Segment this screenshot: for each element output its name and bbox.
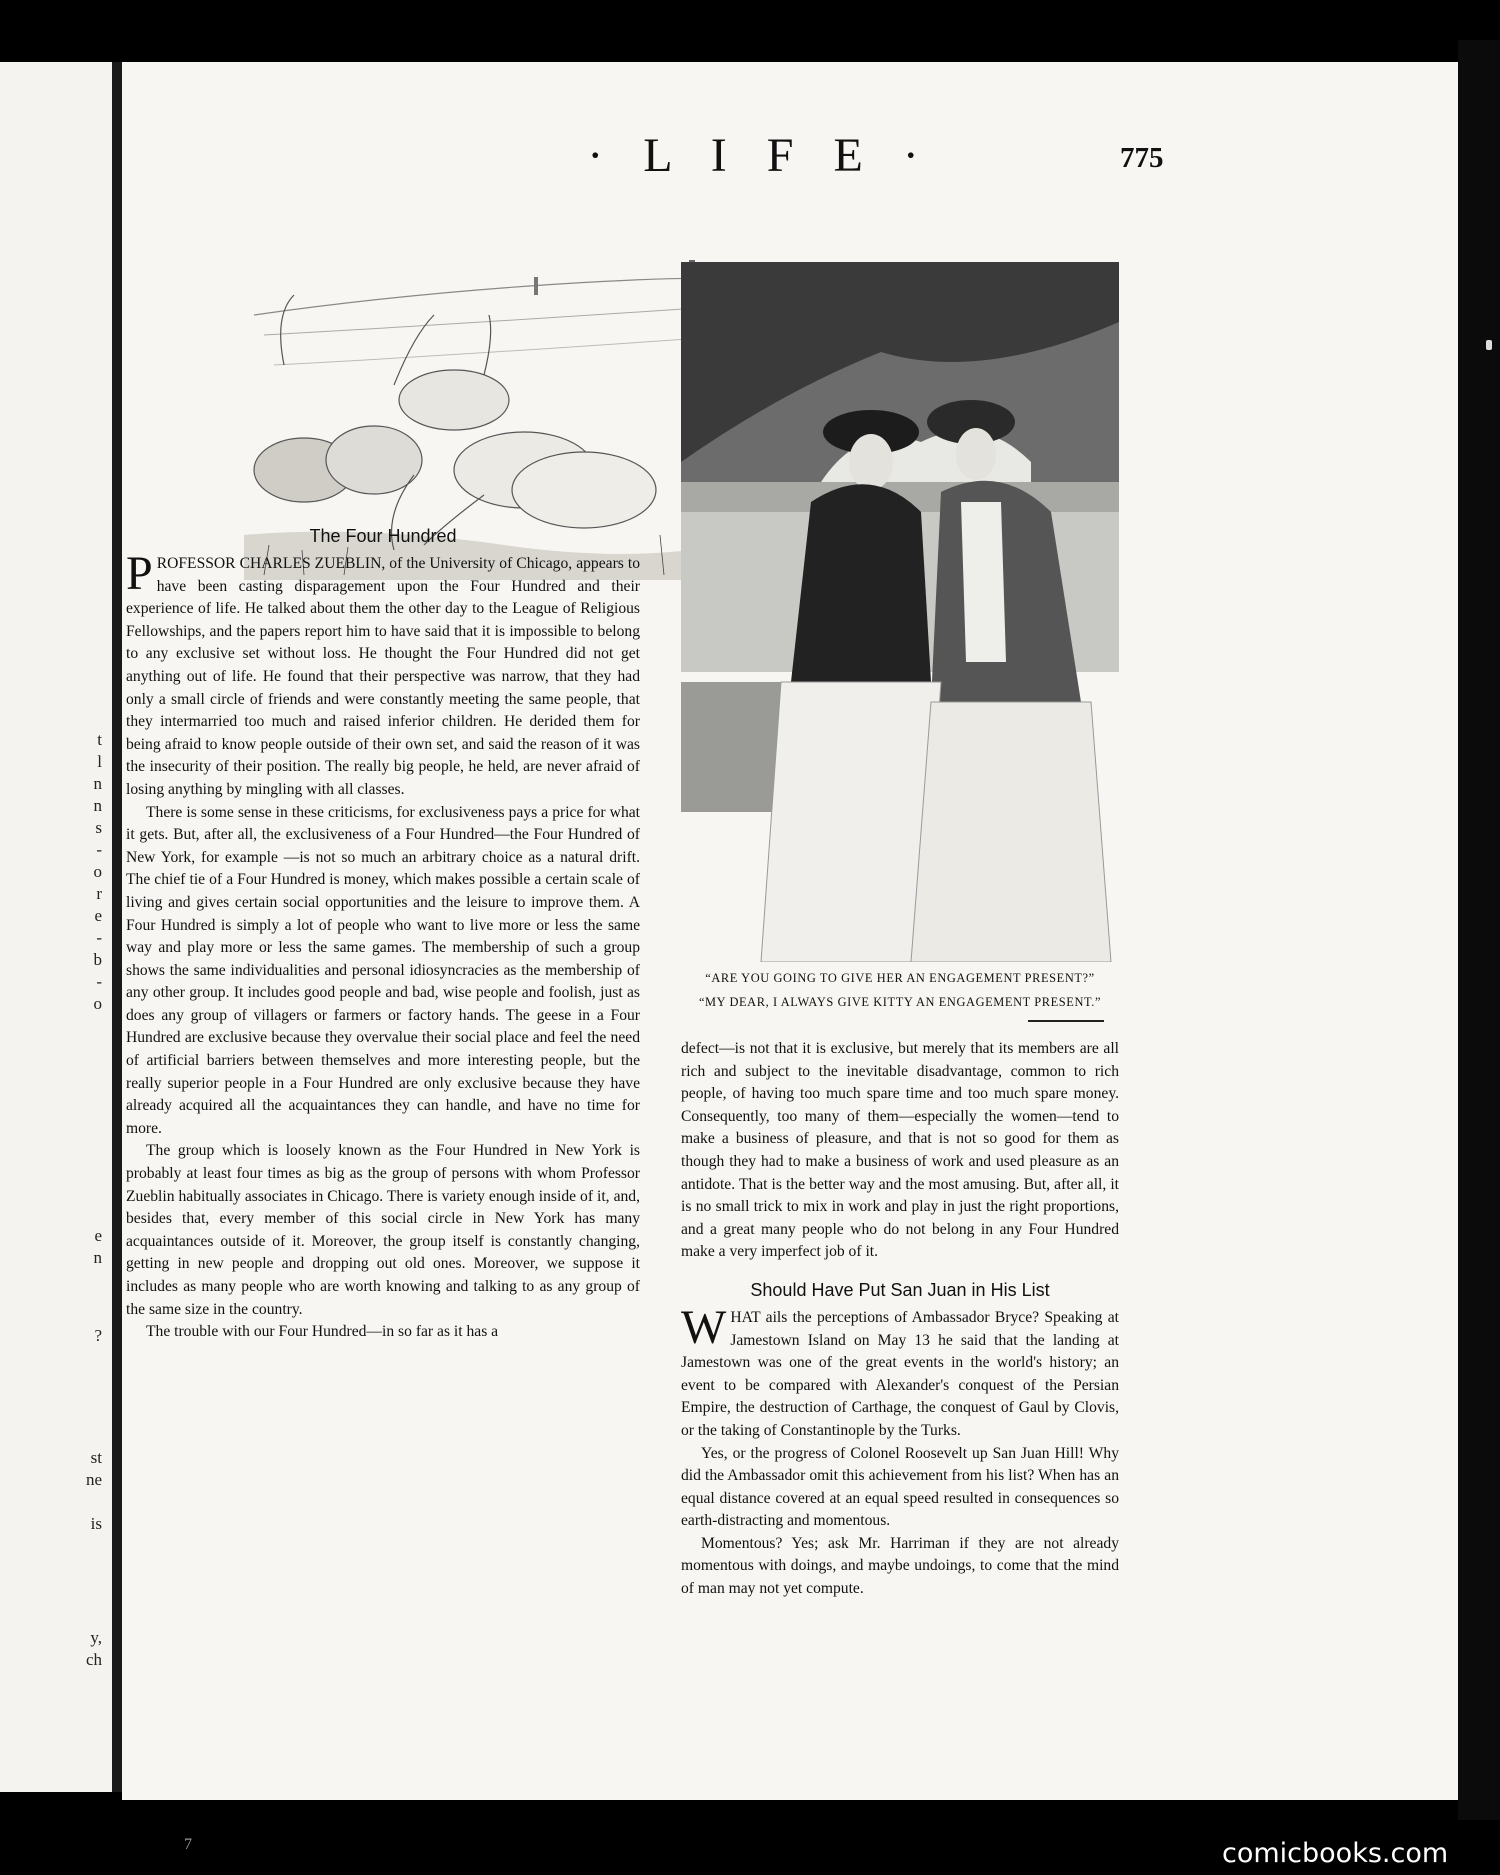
article-title: Should Have Put San Juan in His List [750,1279,1050,1300]
article-continuation: defect—is not that it is exclusive, but merely that its members are all rich and subject to the inevitable disadvantage, common to rich people, of having too much spare time and too much spare money. Consequently, too many of them—especially the women—tend to make a business of pleasure, and that is not so good for them as though they had to make a business of work and used pleasure as an antidote. That is the better way and the most amusing. But, after all, it is no small trick to mix in work and play in just the right proportions, and a great many people who do not belong in any Four Hundred make a very imperfect job of it. [681,1040,1119,1261]
drop-cap: P [126,547,153,600]
caption-line: “MY DEAR, I ALWAYS GIVE KITTY AN ENGAGEMENT PRESENT.” [698,995,1102,1009]
divider [1028,1020,1104,1022]
article-title: The Four Hundred [309,526,457,546]
fragment: b [93,950,102,969]
fragment: is [90,1514,102,1533]
fragment: - [96,928,102,947]
scan-border [1458,40,1500,1820]
fragment: n [93,796,102,815]
fragment: e [94,1226,102,1245]
fragment: st [90,1448,102,1467]
article-paragraph [126,547,640,802]
watermark: comicbooks.com [1222,1838,1449,1869]
masthead: · L I F E · [587,129,933,182]
page-number: 775 [1120,142,1164,174]
caption-line: “ARE YOU GOING TO GIVE HER AN ENGAGEMENT PRESENT?” [705,971,1095,985]
article-paragraph: There is some sense in these criticisms, for exclusiveness pays a price for what it gets. But, after all, the exclusiveness of a Four Hundred—the Four Hundred of New York, for example —is not so much an arbitrary choice as a natural drift. The chief tie of a Four Hundred is money, which makes possible a certain scale of living and gives certain social opportunities and the leisure to improve them. A Four Hundred is simply a lot of people who want to live more or less the same way and play more or less the same games. The membership of such a group shows the same individualities and personal idiosyncracies as the membership of any other group. It includes good people and bad, wise people and foolish, just as does any group of villagers or farmers or factory hands. The geese in a Four Hundred are exclusive because they overvalue their social place and feel the need of artificial barriers between themselves and more interesting people, but the really superior people in a Four Hundred are only exclusive because they have already acquired all the acquaintances they can handle, and have no time for more. [126,803,640,1137]
two-women-illustration [681,262,1119,962]
article-paragraph [681,1300,1119,1443]
article-paragraph: The trouble with our Four Hundred—in so far as it has a [146,1323,499,1341]
fragment: ? [94,1326,102,1345]
right-column [681,1038,1119,1601]
fragment: r [96,884,102,903]
book-gutter [112,62,122,1792]
fragment: t [97,730,102,749]
article-paragraph: Yes, or the progress of Colonel Roosevelt up San Juan Hill! Why did the Ambassador omit this achievement from his list? When has an equal distance covered at an equal speed resulted in consequences so earth-distracting and momentous. [681,1444,1119,1530]
fragment: o [93,994,102,1013]
fragment: n [93,774,102,793]
scan-mark: 7 [184,1836,192,1853]
paragraph-text: ROFESSOR CHARLES ZUEBLIN, of the University of Chicago, appears to have been casting disparagement upon the Four Hundred and their experience of life. He talked about them the other day to the League of Religious Fellowships, and the papers report him to have said that it is impossible to belong to any exclusive set without loss. He thought the Four Hundred did not get anything out of life. He found that their perspective was narrow, that they had only a small circle of friends and were constantly meeting the same people, that they intermarried too much and raised inferior children. He derided them for being afraid to know people outside of their own set, and said the reason of it was the insecurity of their position. The really big people, he held, are never afraid of losing anything by mingling with all classes. [126,555,640,798]
facing-page-edge [0,62,112,1792]
fragment: - [96,840,102,859]
fragment: - [96,972,102,991]
fragment: o [93,862,102,881]
illustration-caption [681,966,1119,1014]
fragment: s [95,818,102,837]
fragment: y, [90,1628,102,1647]
article-paragraph: The group which is loosely known as the Four Hundred in New York is probably at least four times as big as the group of persons with whom Professor Zueblin habitually associates in Chicago. There is variety enough inside of it, and, besides that, every member of this social circle in New York has many acquaintances outside of it. Moreover, the group itself is constantly changing, getting in new people and dropping out old ones. Moreover, we suppose it includes as many people who are worth knowing and talking to as any group of the same size in the country. [126,1142,640,1318]
fragment: e [94,906,102,925]
article-four-hundred [126,526,640,1344]
fragment: n [93,1248,102,1267]
article-paragraph: Momentous? Yes; ask Mr. Harriman if they are not already momentous with doings, and maybe undoings, to come that the mind of man may not yet compute. [681,1534,1119,1598]
fragment: ne [85,1470,102,1489]
drop-cap: W [681,1300,727,1354]
fragment: ch [85,1650,102,1669]
paragraph-text: HAT ails the perceptions of Ambassador Bryce? Speaking at Jamestown Island on May 13 he said that the landing at Jamestown was one of the great events in the world's history; an event to be compared with Alexander's conquest of the Persian Empire, the destruction of Carthage, the conquest of Gaul by Clovis, or the taking of Constantinople by the Turks. [681,1308,1119,1439]
fragment: l [97,752,102,771]
